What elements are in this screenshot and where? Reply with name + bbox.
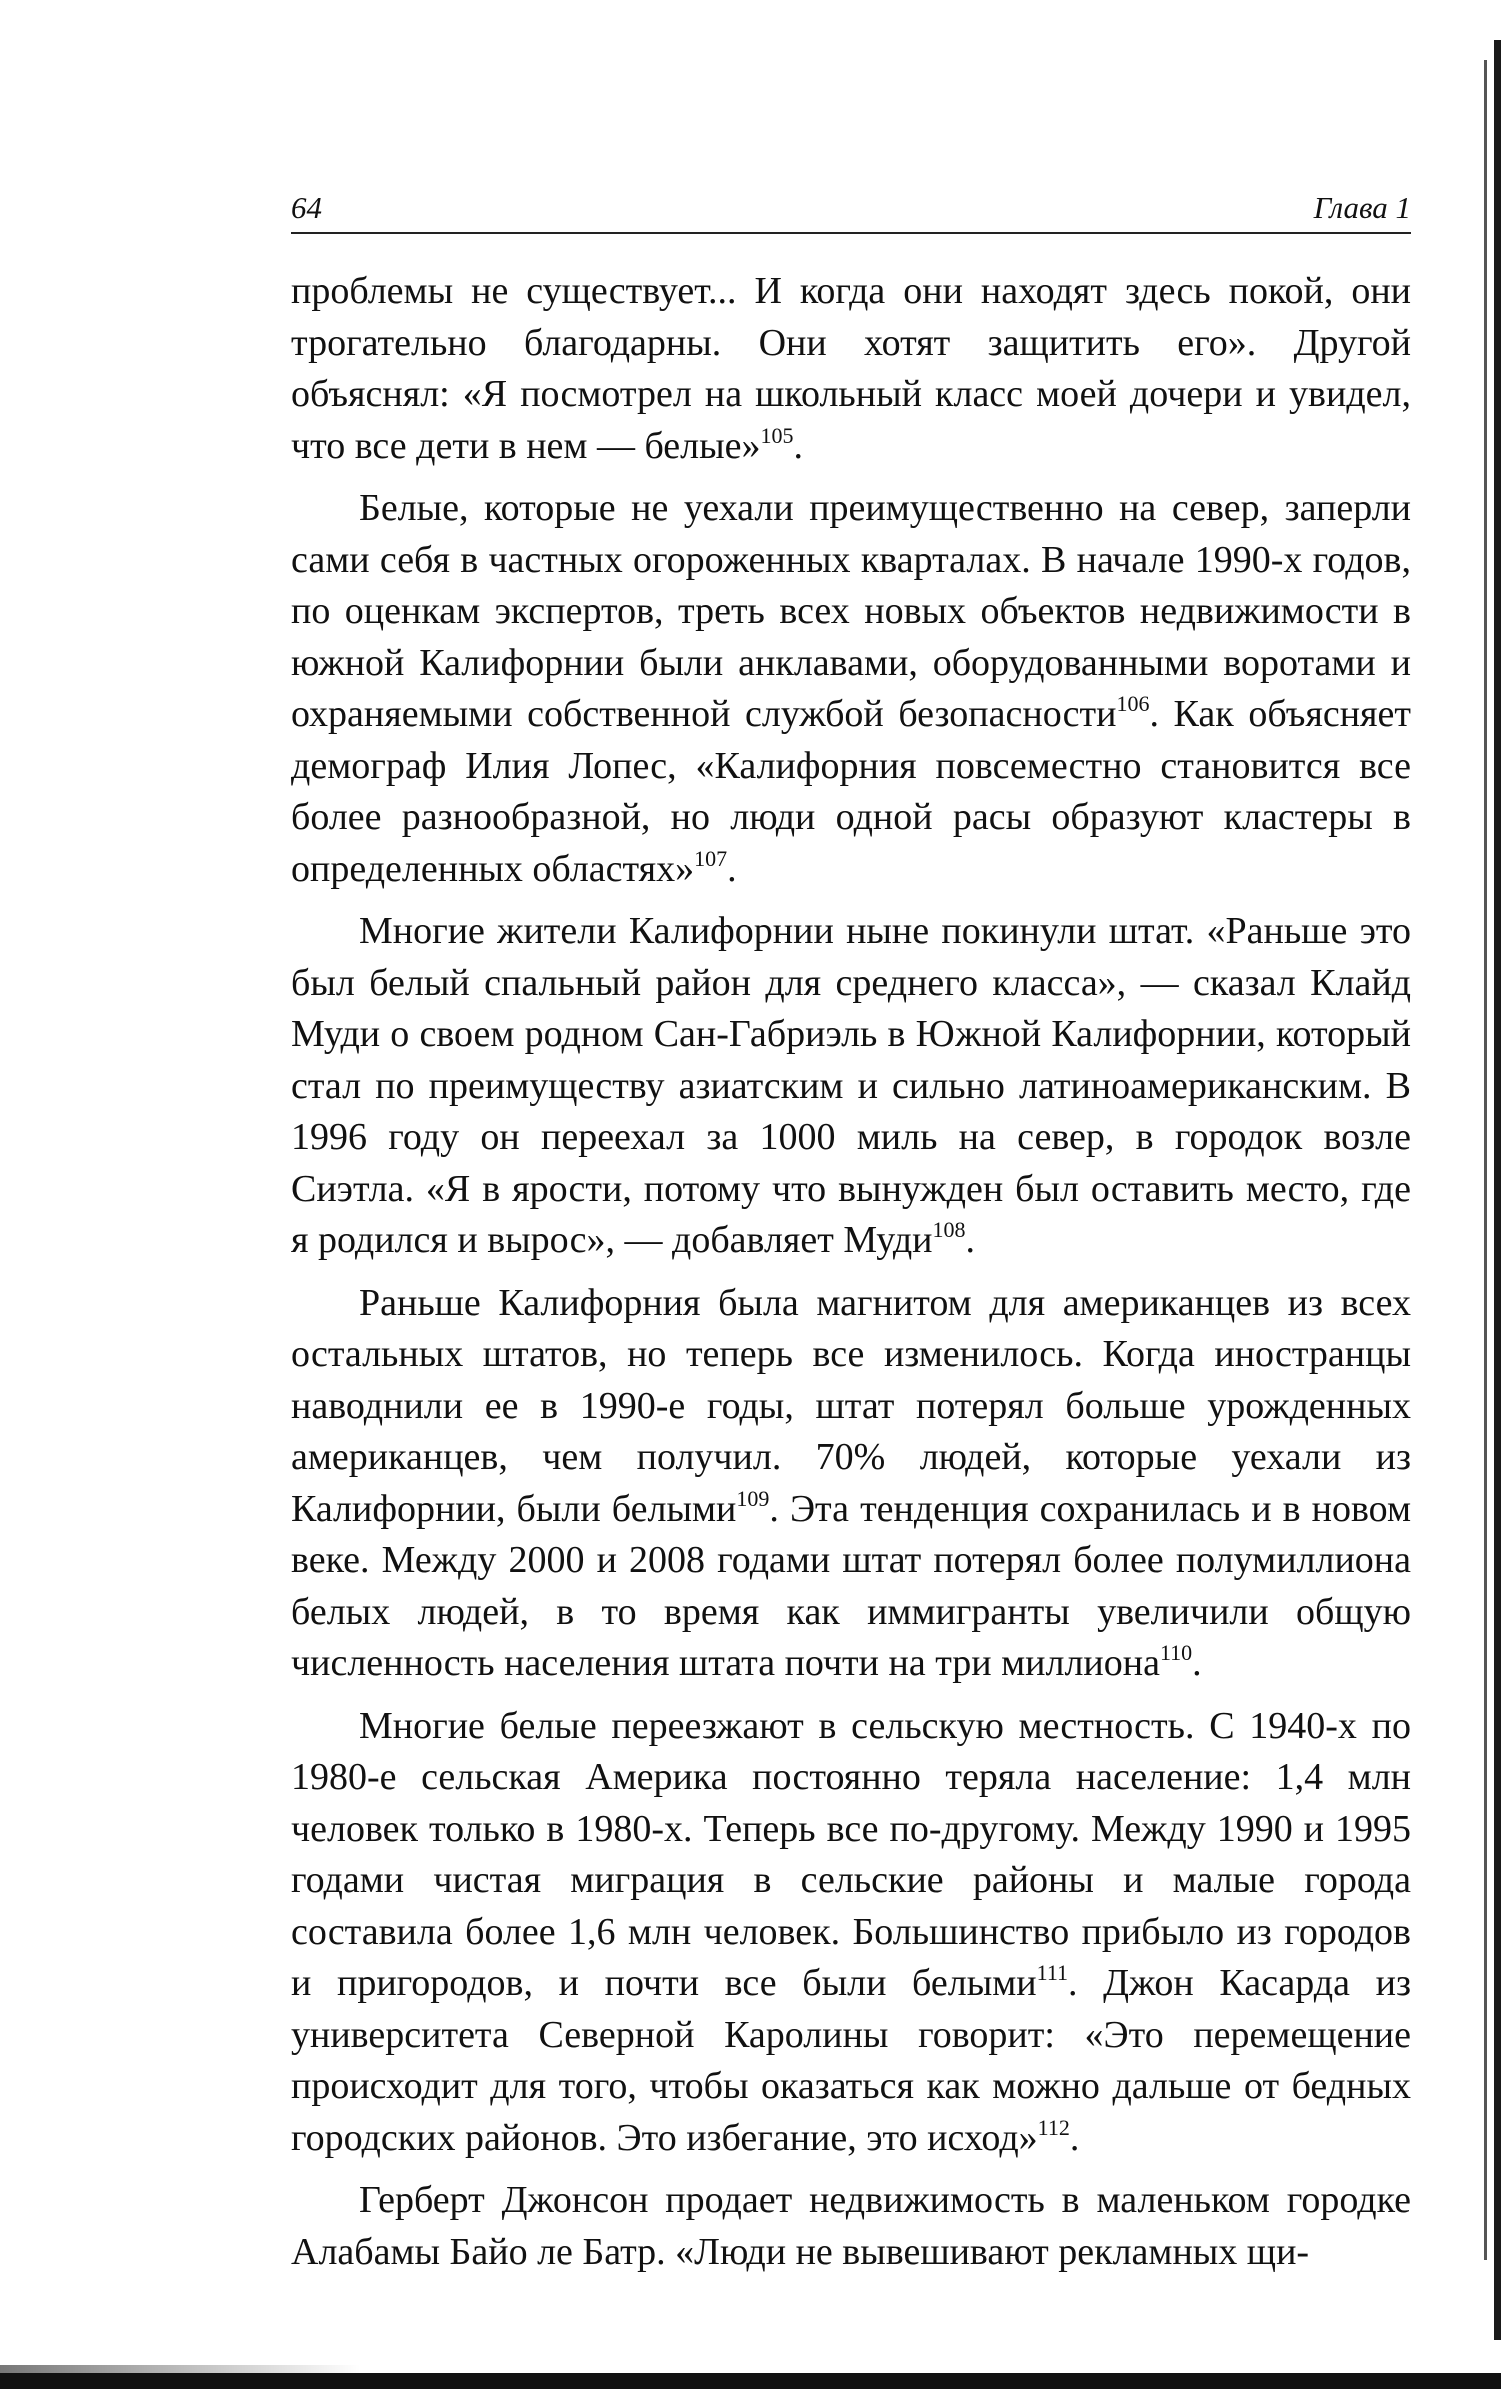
paragraph-text: . Как объясняет демограф Илия Лопес, «Калифорния повсеместно становится все более разнообразной, но люди одной расы образуют кластеры в определенных областях» (291, 693, 1411, 890)
body-text (291, 266, 1411, 2289)
paragraph (291, 266, 1411, 472)
paragraph (291, 1278, 1411, 1690)
paragraph-text: . (1192, 1642, 1202, 1684)
chapter-title: Глава 1 (1313, 190, 1411, 225)
paragraph-text: Многие белые переезжают в сельскую местность. С 1940-х по 1980-е сельская Америка постоянно теряла население: 1,4 млн человек только в 1980-х. Теперь все по-другому. Между 1990 и 1995 годами чистая миграция в сельские районы и малые города составила более 1,6 млн человек. Большинство прибыло из городов и пригородов, и почти все были белыми (291, 1704, 1411, 2004)
paragraph-text: проблемы не существует... И когда они находят здесь покой, они трогательно благодарны. Они хотят защитить его». Другой объяснял: «Я посмотрел на школьный класс моей дочери и увидел, что все дети в нем — белые» (291, 270, 1411, 467)
footnote-ref: 112 (1037, 2114, 1070, 2140)
paragraph (291, 483, 1411, 895)
paragraph-text: . (965, 1219, 975, 1261)
footnote-ref: 107 (694, 845, 728, 871)
footnote-ref: 108 (932, 1217, 966, 1242)
footnote-ref: 106 (1116, 691, 1150, 716)
paragraph-text: Белые, которые не уехали преимущественно на север, заперли сами себя в частных огороженных кварталах. В начале 1990-х годов, по оценкам экспертов, треть всех новых объектов недвижимости в южной Калифорнии были анклавами, оборудованными воротами и охраняемыми собственной службой безопасности (291, 487, 1411, 735)
paragraph-text: . Эта тенденция сохранилась и в новом веке. Между 2000 и 2008 годами штат потерял более полумиллиона белых людей, в то время как иммигранты увеличили общую численность населения штата почти на три миллиона (291, 1487, 1412, 1684)
paragraph-text: Герберт Джонсон продает недвижимость в маленьком городке Алабамы Байо ле Батр. «Люди не вывешивают рекламных щи- (291, 2179, 1411, 2273)
footnote-ref: 110 (1159, 1640, 1193, 1665)
running-header (291, 187, 1411, 229)
paragraph-text: Раньше Калифорния была магнитом для американцев из всех остальных штатов, но теперь все изменилось. Когда иностранцы наводнили ее в 1990-е годы, штат потерял больше урожденных американцев, чем получил. 70% людей, которые уехали из Калифорнии, были белыми (291, 1281, 1411, 1530)
footnote-ref: 105 (760, 422, 794, 448)
paragraph-text: . (1069, 2116, 1080, 2159)
paragraph-text: . (727, 847, 737, 890)
paragraph (291, 906, 1411, 1267)
paragraph-text: Многие жители Калифорнии ныне покинули штат. «Раньше это был белый спальный район для среднего класса», — сказал Клайд Муди о своем родном Сан-Габриэль в Южной Калифорнии, который стал по преимуществу азиатским и сильно латиноамериканским. В 1996 году он переехал за 1000 миль на север, в городок возле Сиэтла. «Я в ярости, потому что вынужден был оставить место, где я родился и вырос», — добавляет Муди (291, 910, 1411, 1261)
paragraph (291, 1701, 1411, 2165)
paragraph (291, 2175, 1411, 2278)
header-rule (291, 232, 1411, 234)
page-number: 64 (291, 190, 322, 225)
scan-edge-shadow (1494, 40, 1501, 2340)
scan-bottom-fade (0, 2365, 360, 2373)
footnote-ref: 109 (736, 1485, 770, 1511)
paragraph-text: . (793, 424, 804, 467)
scan-edge-line (1484, 60, 1487, 2260)
footnote-ref: 111 (1036, 1960, 1069, 1985)
scan-bottom-bar (0, 2373, 1501, 2389)
paragraph-text: . Джон Касарда из университета Северной Каролины говорит: «Это перемещение происходит для того, чтобы оказаться как можно дальше от бедных городских районов. Это избегание, это исход» (291, 1962, 1411, 2159)
